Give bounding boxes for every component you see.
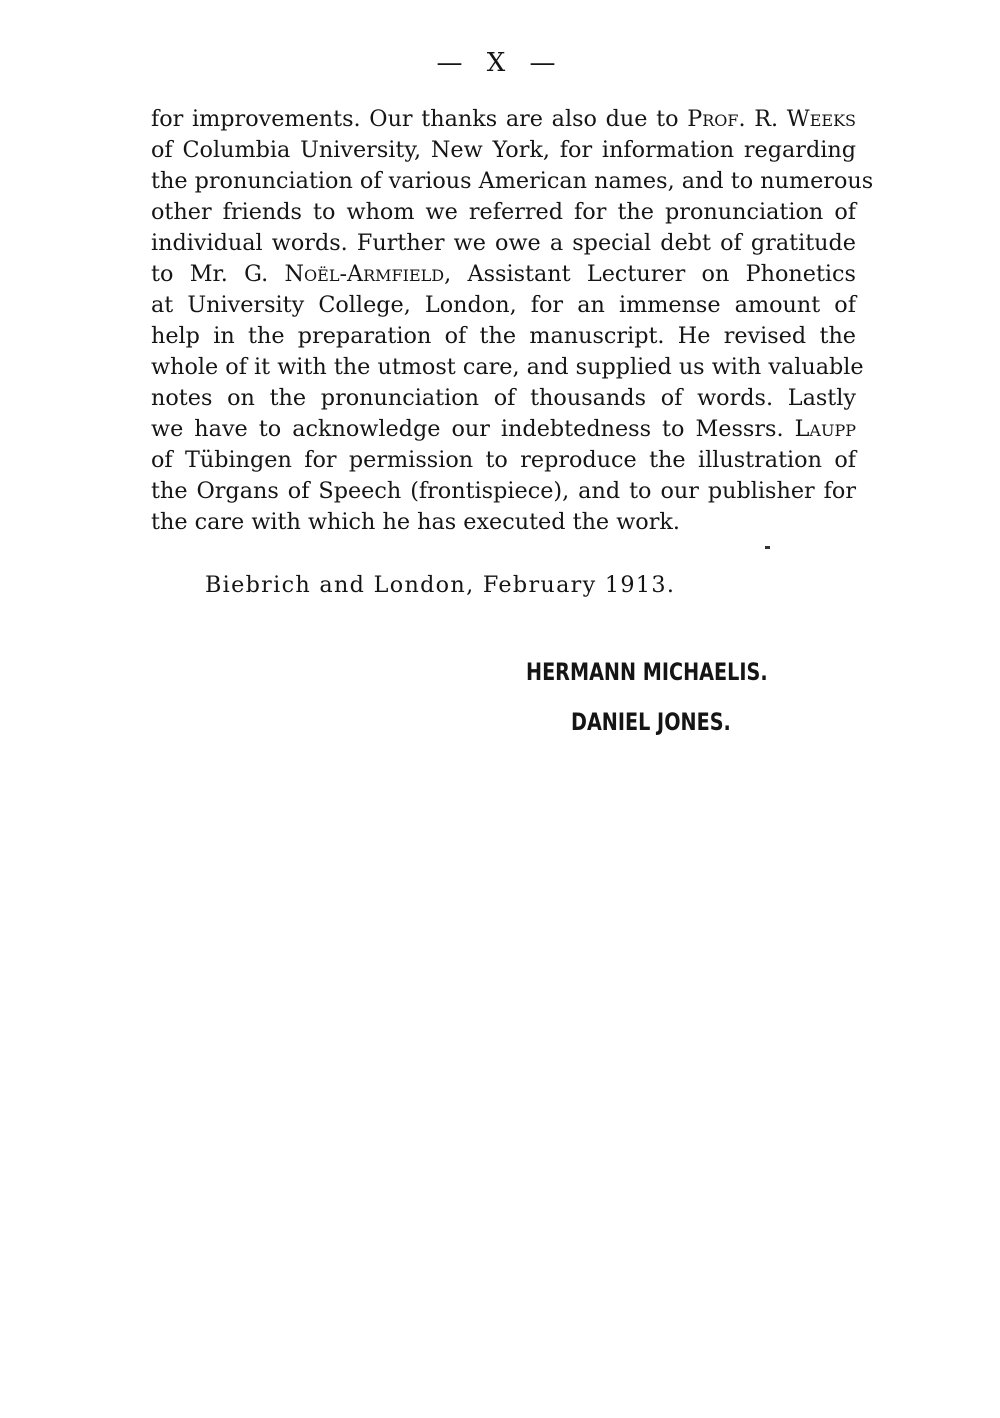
small-caps-name: Laupp [794,416,856,442]
small-caps-name: Prof. [687,106,746,132]
text-line: other friends to whom we referred for the pronunciation of [151,199,856,225]
text-line: the care with which he has executed the work. [151,509,680,535]
signature-daniel-jones: DANIEL JONES. [571,708,731,736]
preface-paragraph [151,104,874,538]
text-line: help in the preparation of the manuscript. He revised the [151,323,856,349]
text-line: to Mr. G. Noël-Armfield, Assistant Lecturer on Phonetics [151,261,856,287]
text-line: at University College, London, for an immense amount of [151,292,856,318]
page-number: — X — [436,48,564,78]
text-line: of Columbia University, New York, for information regarding [151,137,856,163]
text-line: notes on the pronunciation of thousands of words. Lastly [151,385,856,411]
text-line: of Tübingen for permission to reproduce the illustration of [151,447,856,473]
dateline: Biebrich and London, February 1913. [205,572,676,598]
text-line: we have to acknowledge our indebtedness to Messrs. Laupp [151,416,856,442]
small-caps-name: Noël-Armfield, [284,261,452,287]
text-line: individual words. Further we owe a special debt of gratitude [151,230,856,256]
text-line: the pronunciation of various American names, and to numerous [151,168,874,194]
signature-hermann-michaelis: HERMANN MICHAELIS. [526,658,768,686]
stray-ink-mark [765,546,770,549]
small-caps-name: Weeks [786,106,856,132]
text-line: for improvements. Our thanks are also due to Prof. R. Weeks [151,106,856,132]
text-line: the Organs of Speech (frontispiece), and to our publisher for [151,478,856,504]
text-line: whole of it with the utmost care, and supplied us with valuable [151,354,864,380]
